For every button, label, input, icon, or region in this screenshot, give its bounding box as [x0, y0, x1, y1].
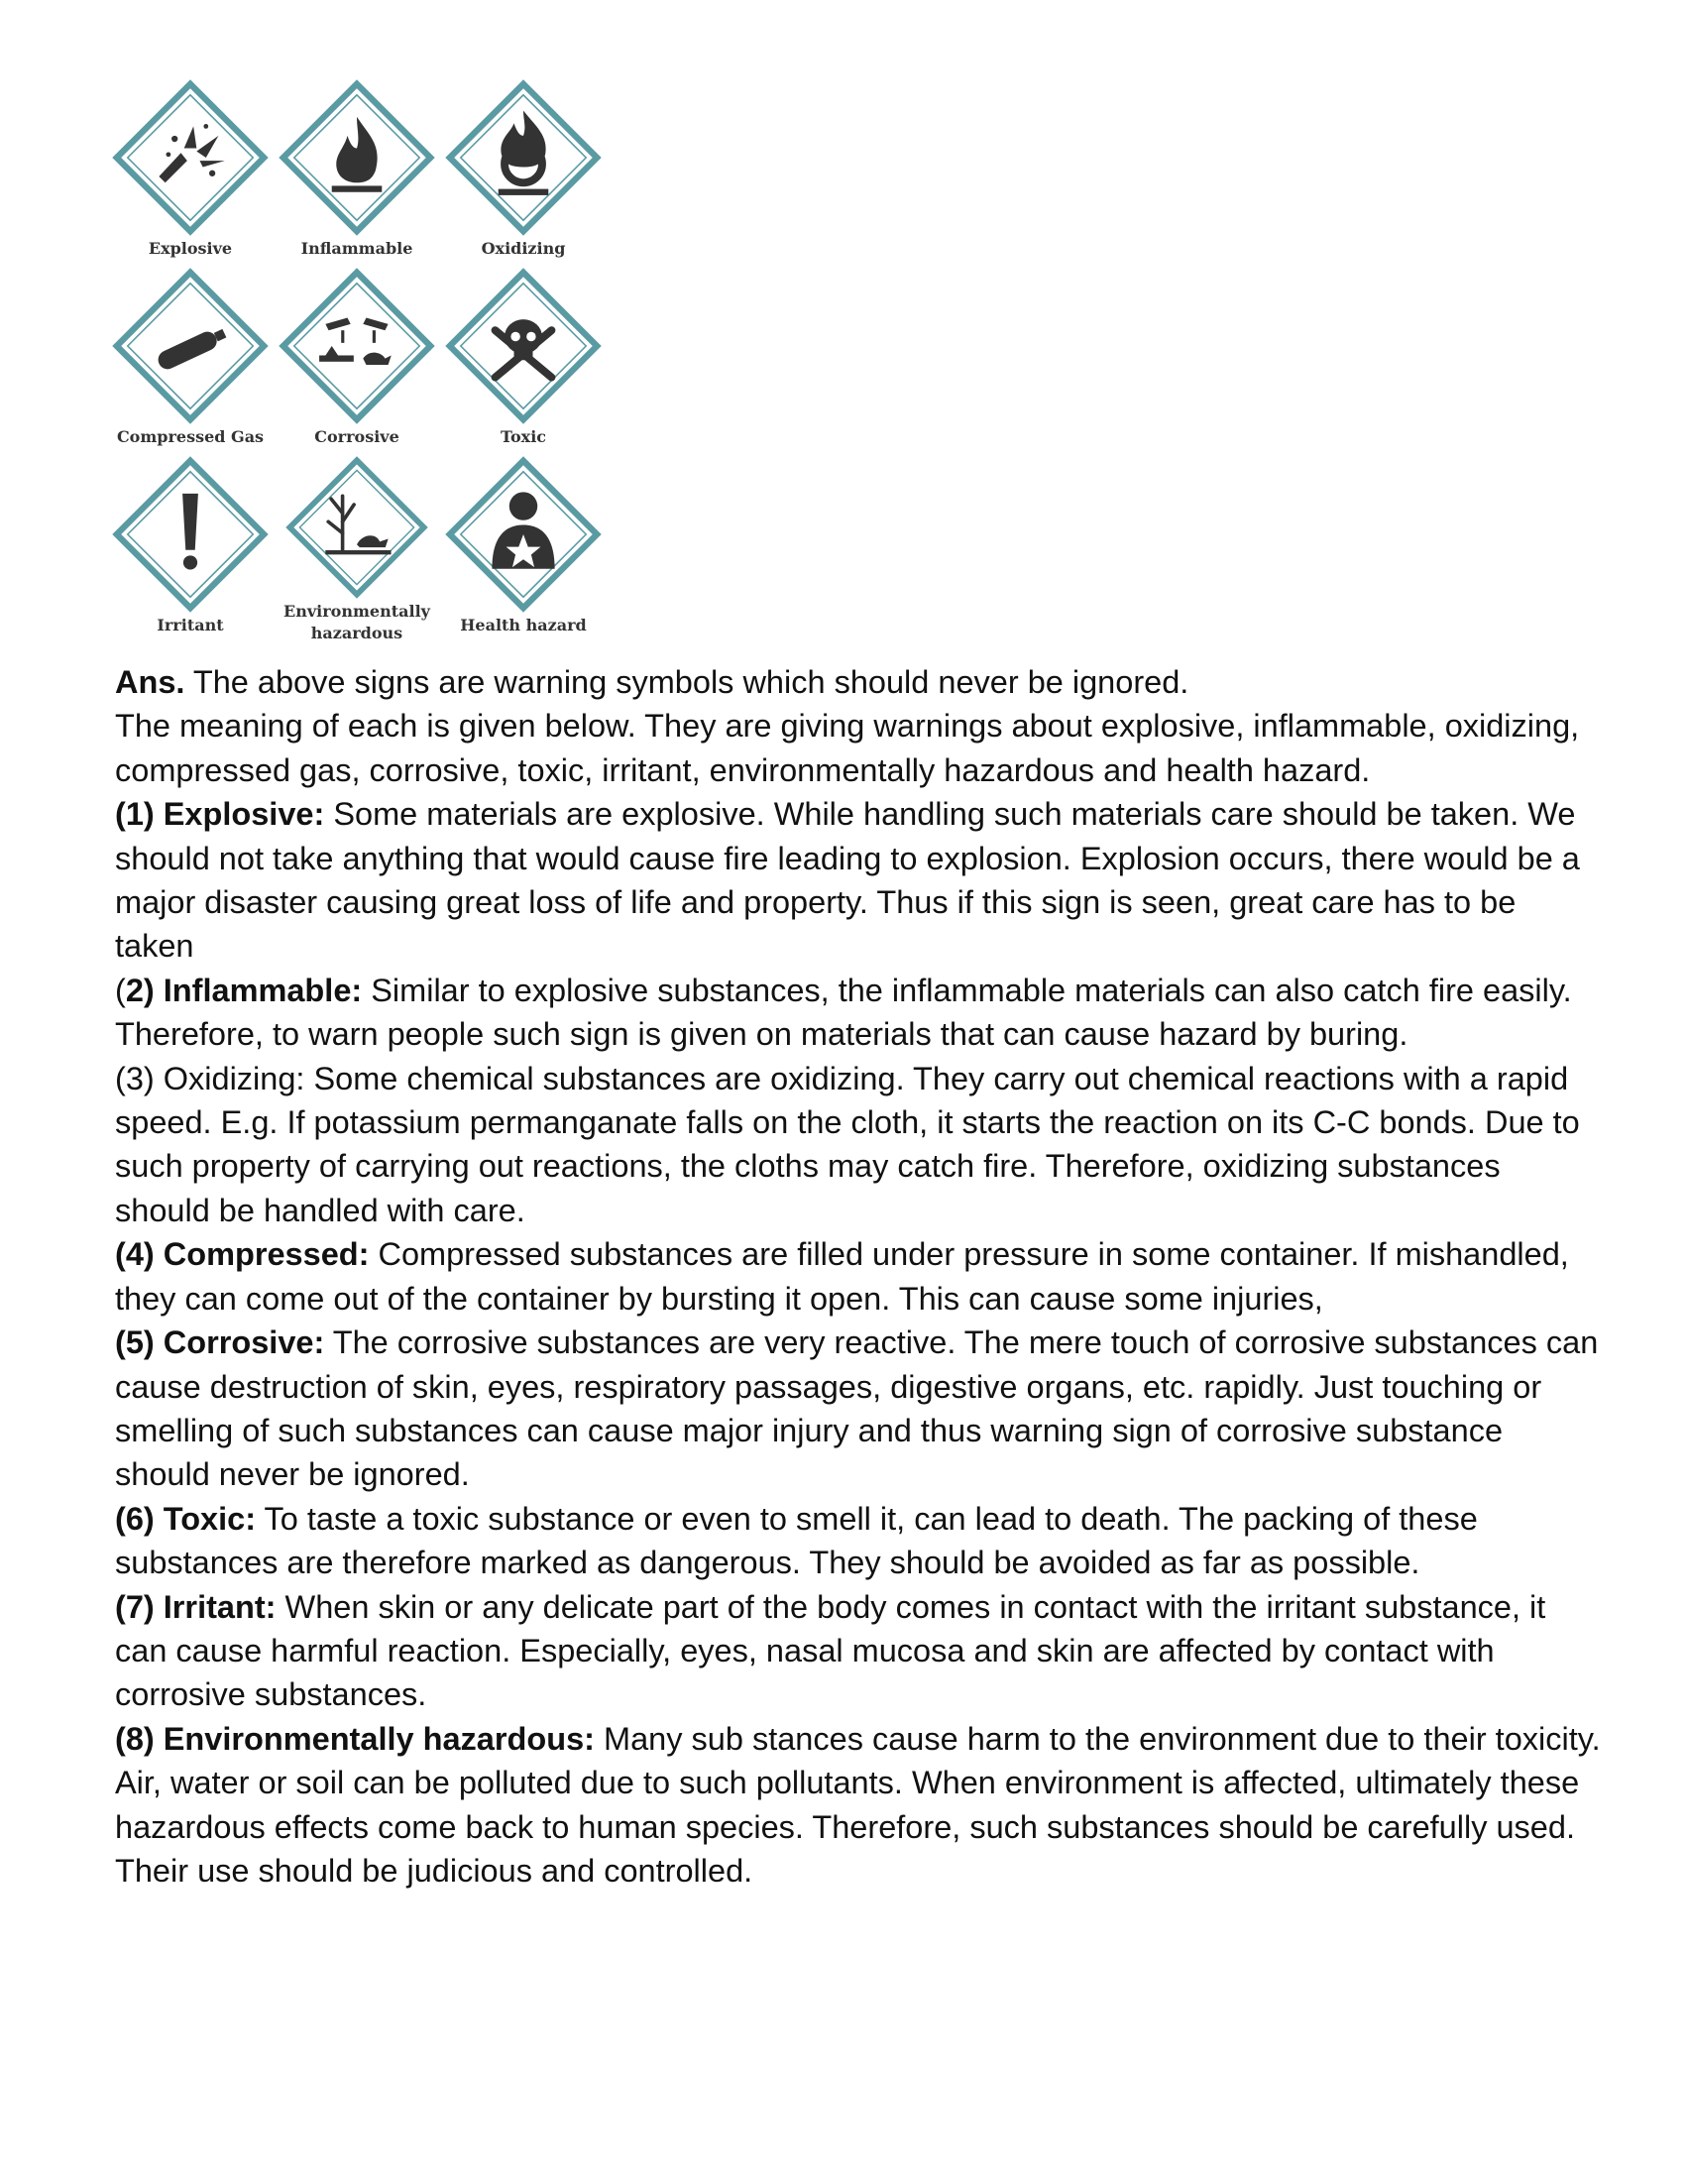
sign-corrosive: [274, 268, 440, 456]
item-text: Some materials are explosive. While handling such materials care should be taken. We should not take anything that would cause fire leading to explosion. Explosion occurs, there would be a major disaster causing great loss of life and property. Thus if this sign is seen, great care has to be taken: [115, 796, 1580, 965]
health-hazard-icon: [445, 456, 602, 613]
sign-toxic: [440, 268, 607, 456]
sign-label: Environmentally hazardous: [283, 602, 430, 642]
item-text: Many sub stances cause harm to the environment due to their toxicity. Air, water or soil can be polluted due to such pollutants. When environment is affected, ultimately these hazardous effects come back to human species. Therefore, such substances should be carefully used. Their use should be judicious and controlled.: [115, 1720, 1601, 1889]
explosive-icon: [112, 79, 269, 236]
corrosion-icon: [279, 268, 435, 424]
sign-health-hazard: [440, 456, 607, 644]
item-inflammable: [115, 969, 1602, 1057]
sign-irritant: [107, 456, 274, 644]
environment-icon: [279, 456, 435, 599]
item-title: (8) Environmentally hazardous:: [115, 1720, 595, 1757]
flame-over-circle-icon: [445, 79, 602, 236]
item-explosive: [115, 792, 1602, 969]
item-title: (5) Corrosive:: [115, 1324, 325, 1361]
item-toxic: [115, 1497, 1602, 1585]
sign-explosive: [107, 79, 274, 268]
sign-label: Irritant: [157, 616, 224, 634]
sign-label: Oxidizing: [481, 239, 566, 258]
item-environmentally-hazardous: [115, 1717, 1602, 1894]
ans-label: Ans.: [115, 664, 185, 700]
sign-label: Compressed Gas: [116, 427, 265, 446]
answer-text: [115, 660, 1602, 1893]
sign-label: Toxic: [500, 427, 547, 446]
ans-text: The above signs are warning symbols which should never be ignored.: [184, 664, 1189, 700]
item-compressed: [115, 1232, 1602, 1321]
item-text: Similar to explosive substances, the inflammable materials can also catch fire easily. Therefore, to warn people such sign is given on materials that can cause hazard by buring.: [115, 972, 1572, 1053]
sign-inflammable: [274, 79, 440, 268]
item-title: (4) Compressed:: [115, 1236, 370, 1273]
item-oxidizing: (3) Oxidizing: Some chemical substances are oxidizing. They carry out chemical reactions with a rapid speed. E.g. If potassium permanganate falls on the cloth, it starts the reaction on its C-C bonds. Due to such property of carrying out reactions, the cloths may catch fire. Therefore, oxidizing substances should be handled with care.: [115, 1060, 1580, 1228]
sign-compressed-gas: [107, 268, 274, 456]
item-title: (7) Irritant:: [115, 1588, 277, 1625]
answer-intro: [115, 660, 1602, 704]
item-text: Compressed substances are filled under pressure in some container. If mishandled, they can come out of the container by bursting it open. This can cause some injuries,: [115, 1236, 1569, 1317]
exclamation-icon: [112, 456, 269, 613]
sign-label: Explosive: [148, 239, 233, 258]
item-text: The corrosive substances are very reactive. The mere touch of corrosive substances can cause destruction of skin, eyes, respiratory passages, digestive organs, etc. rapidly. Just touching or smelling of such substances can cause major injury and thus warning sign of corrosive substance should never be ignored.: [115, 1324, 1599, 1493]
skull-crossbones-icon: [445, 268, 602, 424]
item-title: (6) Toxic:: [115, 1500, 257, 1537]
item-text: When skin or any delicate part of the body comes in contact with the irritant substance, it can cause harmful reaction. Especially, eyes, nasal mucosa and skin are affected by contact with corrosive substances.: [115, 1588, 1546, 1713]
item-corrosive: [115, 1321, 1602, 1497]
item-title: 2) Inflammable:: [125, 972, 363, 1008]
sign-oxidizing: [440, 79, 607, 268]
item-irritant: [115, 1585, 1602, 1717]
gas-cylinder-icon: [112, 268, 269, 424]
item-title: (1) Explosive:: [115, 796, 325, 833]
sign-label: Corrosive: [314, 427, 399, 446]
item-title-prefix: (: [115, 972, 126, 1008]
item-text: To taste a toxic substance or even to smell it, can lead to death. The packing of these substances are therefore marked as dangerous. They should be avoided as far as possible.: [115, 1500, 1478, 1581]
sign-label: Health hazard: [460, 616, 587, 634]
answer-explanation: The meaning of each is given below. They are giving warnings about explosive, inflammable, oxidizing, compressed gas, corrosive, toxic, irritant, environmentally hazardous and health hazard.: [115, 708, 1580, 788]
hazard-signs-grid: [107, 79, 613, 644]
sign-environmentally-hazardous: [274, 456, 440, 644]
sign-label: Inflammable: [300, 239, 413, 258]
flame-icon: [279, 79, 435, 236]
